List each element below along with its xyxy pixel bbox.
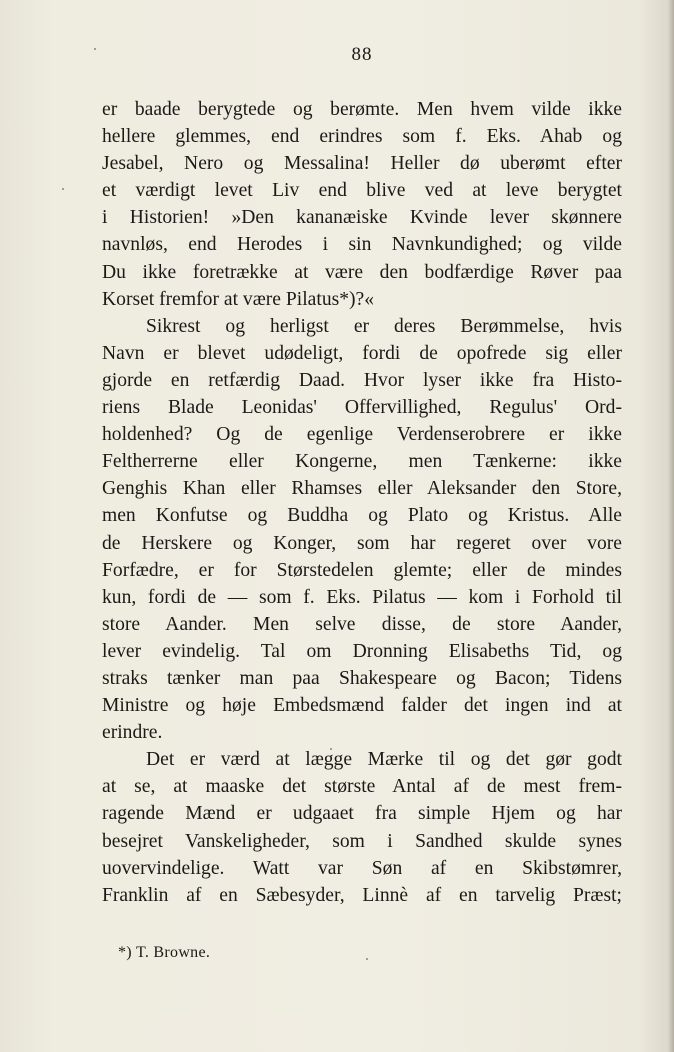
text-line: Korset fremfor at være Pilatus*)?«: [102, 288, 375, 310]
text-line: Feltherrerne eller Kongerne, men Tænkerne: ikke: [102, 451, 622, 473]
text-line: Jesabel, Nero og Messalina! Heller dø uberømt efter: [102, 153, 622, 175]
text-line: i Historien! »Den kananæiske Kvinde lever skønnere: [102, 207, 622, 229]
text-line: kun, fordi de — som f. Eks. Pilatus — kom i Forhold til: [102, 586, 622, 608]
text-line: riens Blade Leonidas' Offervillighed, Regulus' Ord-: [102, 397, 622, 419]
text-line: straks tænker man paa Shakespeare og Bacon; Tidens: [102, 667, 622, 689]
text-line: uovervindelige. Watt var Søn af en Skibstømrer,: [102, 857, 622, 879]
text-line: navnløs, end Herodes i sin Navnkundighed; og vilde: [102, 234, 622, 256]
text-line: Genghis Khan eller Rhamses eller Aleksander den Store,: [102, 478, 622, 500]
text-line: besejret Vanskeligheder, som i Sandhed skulde synes: [102, 830, 622, 852]
body-text: [102, 96, 622, 909]
footnote: *) T. Browne.: [118, 944, 211, 961]
text-line: Det er værd at lægge Mærke til og det gør godt: [146, 749, 622, 771]
text-line: Sikrest og herligst er deres Berømmelse, hvis: [146, 315, 622, 337]
text-line: ragende Mænd er udgaaet fra simple Hjem og har: [102, 803, 622, 825]
text-line: lever evindelig. Tal om Dronning Elisabeths Tid, og: [102, 640, 622, 662]
text-line: er baade berygtede og berømte. Men hvem vilde ikke: [102, 99, 622, 120]
text-line: de Herskere og Konger, som har regeret over vore: [102, 532, 622, 554]
text-line: at se, at maaske det største Antal af de mest frem-: [102, 776, 622, 798]
paper-speck: [366, 958, 368, 960]
text-line: Ministre og høje Embedsmænd falder det ingen ind at: [102, 695, 622, 717]
text-line: erindre.: [102, 722, 163, 744]
text-line: Franklin af en Sæbesyder, Linnè af en tarvelig Præst;: [102, 884, 622, 906]
text-line: store Aander. Men selve disse, de store Aander,: [102, 613, 622, 635]
text-line: hellere glemmes, end erindres som f. Eks. Ahab og: [102, 126, 622, 148]
page-edge-shadow: [668, 0, 674, 1052]
text-line: Forfædre, er for Størstedelen glemte; eller de mindes: [102, 559, 622, 581]
paper-speck: [62, 188, 64, 190]
text-line: holdenhed? Og de egenlige Verdenserobrere er ikke: [102, 424, 622, 446]
text-line: Du ikke foretrække at være den bodfærdige Røver paa: [102, 261, 622, 283]
text-line: et værdigt levet Liv end blive ved at leve berygtet: [102, 180, 622, 202]
text-line: men Konfutse og Buddha og Plato og Kristus. Alle: [102, 505, 622, 527]
text-line: gjorde en retfærdig Daad. Hvor lyser ikke fra Histo-: [102, 369, 622, 391]
page-number: 88: [351, 44, 373, 65]
text-line: Navn er blevet udødeligt, fordi de opofrede sig eller: [102, 342, 622, 364]
